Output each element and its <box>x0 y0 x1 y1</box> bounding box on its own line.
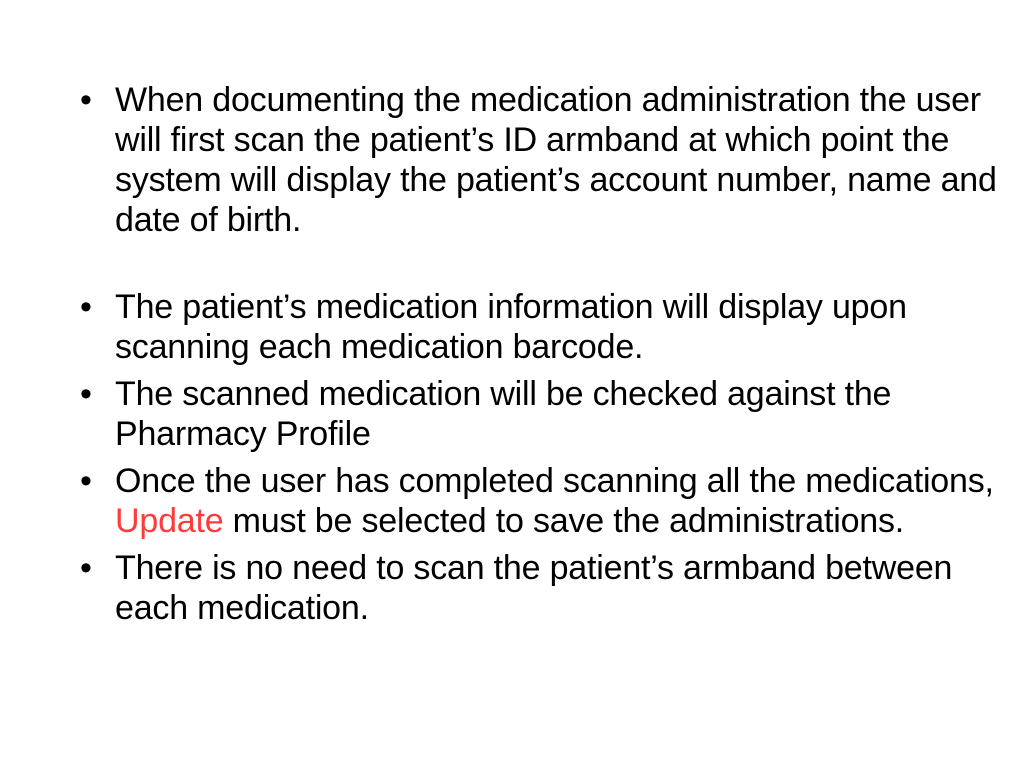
bullet-item-no-rescan <box>80 548 1000 628</box>
bullet-icon: • <box>80 549 92 587</box>
bullet-icon: • <box>80 288 92 326</box>
bullet-item-pharmacy-profile <box>80 374 1000 454</box>
bullet-item-scan-armband <box>80 80 1000 280</box>
bullet-text: The scanned medication will be checked against the Pharmacy Profile <box>115 375 892 453</box>
bullet-icon: • <box>80 81 92 119</box>
bullet-text: When documenting the medication administration the user will first scan the patient’s ID armband at which point the system will display the patient’s account number, name and date of birth. <box>115 81 997 239</box>
bullet-item-update <box>80 461 1000 541</box>
bullet-list <box>80 80 1000 635</box>
bullet-icon: • <box>80 375 92 413</box>
bullet-text-after: must be selected to save the administrations. <box>223 502 905 540</box>
update-keyword: Update <box>115 502 224 540</box>
bullet-text-before: Once the user has completed scanning all the medications, <box>115 462 994 500</box>
bullet-text: The patient’s medication information will display upon scanning each medication barcode. <box>115 288 907 366</box>
bullet-icon: • <box>80 462 92 500</box>
bullet-item-medication-info <box>80 287 1000 367</box>
bullet-text: There is no need to scan the patient’s armband between each medication. <box>115 549 953 627</box>
